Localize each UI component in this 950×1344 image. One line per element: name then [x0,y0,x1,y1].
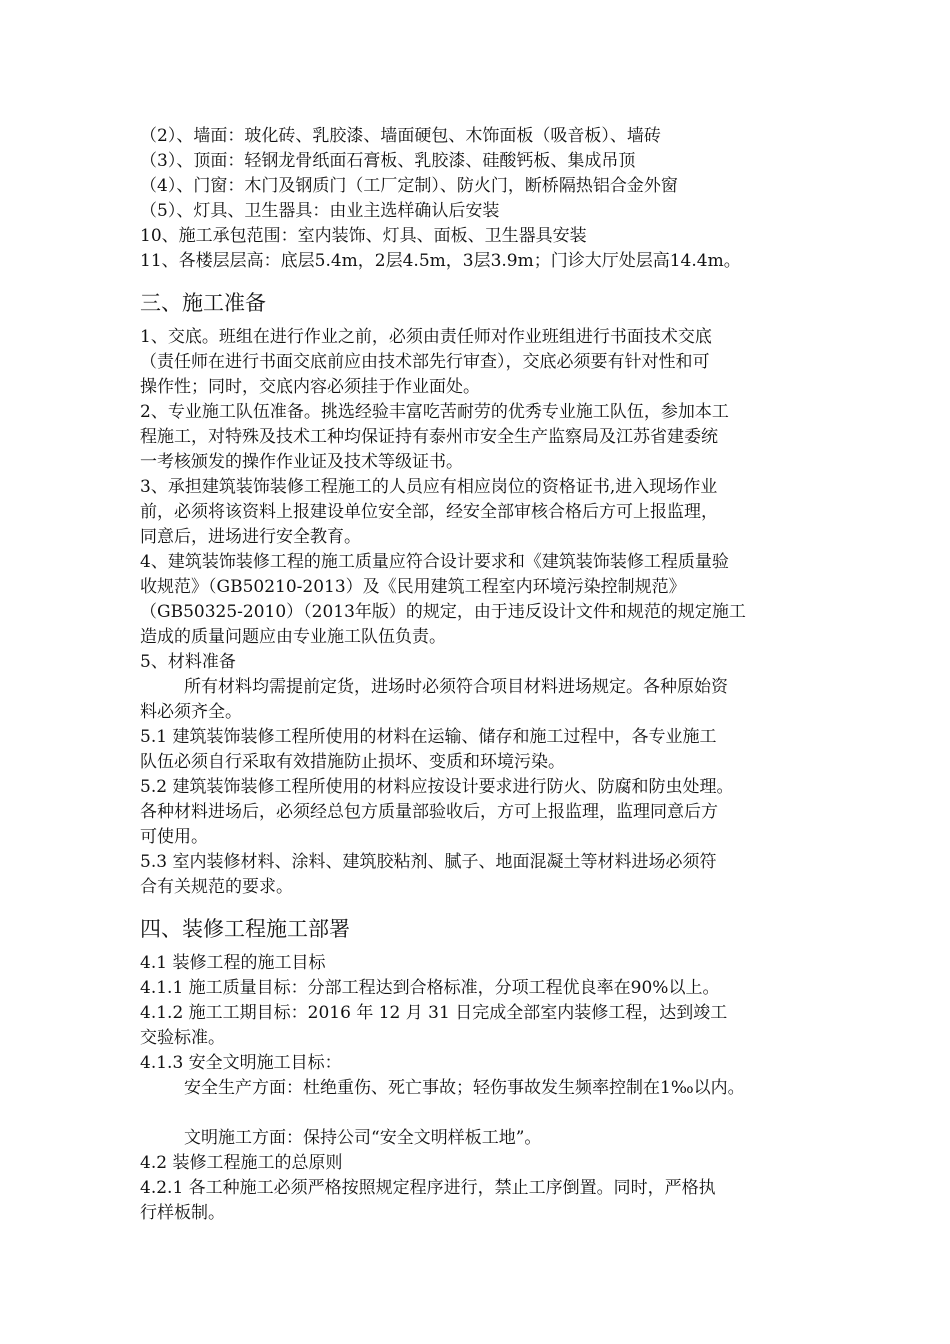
paragraph-line: 交验标准。 [140,1028,225,1048]
section-2-tail [140,124,820,274]
paragraph-line: 4.1.3 安全文明施工目标： [140,1053,342,1073]
paragraph-line: 10、施工承包范围：室内装饰、灯具、面板、卫生器具安装 [140,226,587,246]
paragraph-line: 3、承担建筑装饰装修工程施工的人员应有相应岗位的资格证书,进入现场作业 [140,477,718,497]
paragraph-line: 造成的质量问题应由专业施工队伍负责。 [140,627,446,647]
paragraph-line: 11、各楼层层高：底层5.4m，2层4.5m，3层3.9m；门诊大厅处层高14.4m。 [140,251,741,271]
paragraph-line: 同意后，进场进行安全教育。 [140,527,361,547]
paragraph-line: 可使用。 [140,827,208,847]
paragraph-line: （GB50325-2010）（2013年版）的规定，由于违反设计文件和规范的规定施工 [140,602,746,622]
paragraph-line: 合有关规范的要求。 [140,877,293,897]
paragraph-line: 5.3 室内装修材料、涂料、建筑胶粘剂、腻子、地面混凝土等材料进场必须符 [140,852,717,872]
paragraph-line: 4.1.1 施工质量目标：分部工程达到合格标准，分项工程优良率在90%以上。 [140,978,720,998]
paragraph-line: （2）、墙面：玻化砖、乳胶漆、墙面硬包、木饰面板（吸音板）、墙砖 [140,126,661,146]
paragraph-line: 料必须齐全。 [140,702,242,722]
section-3-body [140,325,820,900]
paragraph-line: 4.2.1 各工种施工必须严格按照规定程序进行，禁止工序倒置。同时，严格执 [140,1178,716,1198]
paragraph-line: 4.1.2 施工工期目标：2016 年 12 月 31 日完成全部室内装修工程，达到竣工 [140,1003,728,1023]
indented-paragraph-line: 安全生产方面：杜绝重伤、死亡事故；轻伤事故发生频率控制在1‰以内。 [184,1078,745,1098]
paragraph-line: 1、交底。班组在进行作业之前，必须由责任师对作业班组进行书面技术交底 [140,327,712,347]
paragraph-line: （4）、门窗：木门及钢质门（工厂定制）、防火门，断桥隔热铝合金外窗 [140,176,678,196]
paragraph-line: 5.2 建筑装饰装修工程所使用的材料应按设计要求进行防火、防腐和防虫处理。 [140,777,734,797]
paragraph-line: 5.1 建筑装饰装修工程所使用的材料在运输、储存和施工过程中，各专业施工 [140,727,717,747]
section-3-heading: 三、施工准备 [140,291,266,315]
paragraph-line: 4、建筑装饰装修工程的施工质量应符合设计要求和《建筑装饰装修工程质量验 [140,552,729,572]
section-4-body [140,951,820,1226]
paragraph-line: （3）、顶面：轻钢龙骨纸面石膏板、乳胶漆、硅酸钙板、集成吊顶 [140,151,636,171]
paragraph-line: 一考核颁发的操作作业证及技术等级证书。 [140,452,463,472]
indented-paragraph-line: 文明施工方面：保持公司“安全文明样板工地”。 [184,1128,542,1148]
paragraph-line: 行样板制。 [140,1203,225,1223]
paragraph-line: 队伍必须自行采取有效措施防止损坏、变质和环境污染。 [140,752,565,772]
paragraph-line: 4.1 装修工程的施工目标 [140,953,326,973]
paragraph-line: 操作性；同时，交底内容必须挂于作业面处。 [140,377,480,397]
paragraph-line: （责任师在进行书面交底前应由技术部先行审查），交底必须要有针对性和可 [140,352,710,372]
paragraph-line: 收规范》（GB50210-2013）及《民用建筑工程室内环境污染控制规范》 [140,577,686,597]
paragraph-line: 5、材料准备 [140,652,236,672]
paragraph-line: 各种材料进场后，必须经总包方质量部验收后，方可上报监理，监理同意后方 [140,802,718,822]
indented-paragraph-line: 所有材料均需提前定货，进场时必须符合项目材料进场规定。各种原始资 [184,677,728,697]
blank-line [140,1101,820,1126]
paragraph-line: 2、专业施工队伍准备。挑选经验丰富吃苦耐劳的优秀专业施工队伍，参加本工 [140,402,729,422]
section-4-heading: 四、装修工程施工部署 [140,917,350,941]
paragraph-line: 4.2 装修工程施工的总原则 [140,1153,343,1173]
paragraph-line: 程施工，对特殊及技术工种均保证持有泰州市安全生产监察局及江苏省建委统 [140,427,718,447]
paragraph-line: 前，必须将该资料上报建设单位安全部，经安全部审核合格后方可上报监理， [140,502,718,522]
paragraph-line: （5）、灯具、卫生器具：由业主选样确认后安装 [140,201,500,221]
document-page [140,124,820,1226]
